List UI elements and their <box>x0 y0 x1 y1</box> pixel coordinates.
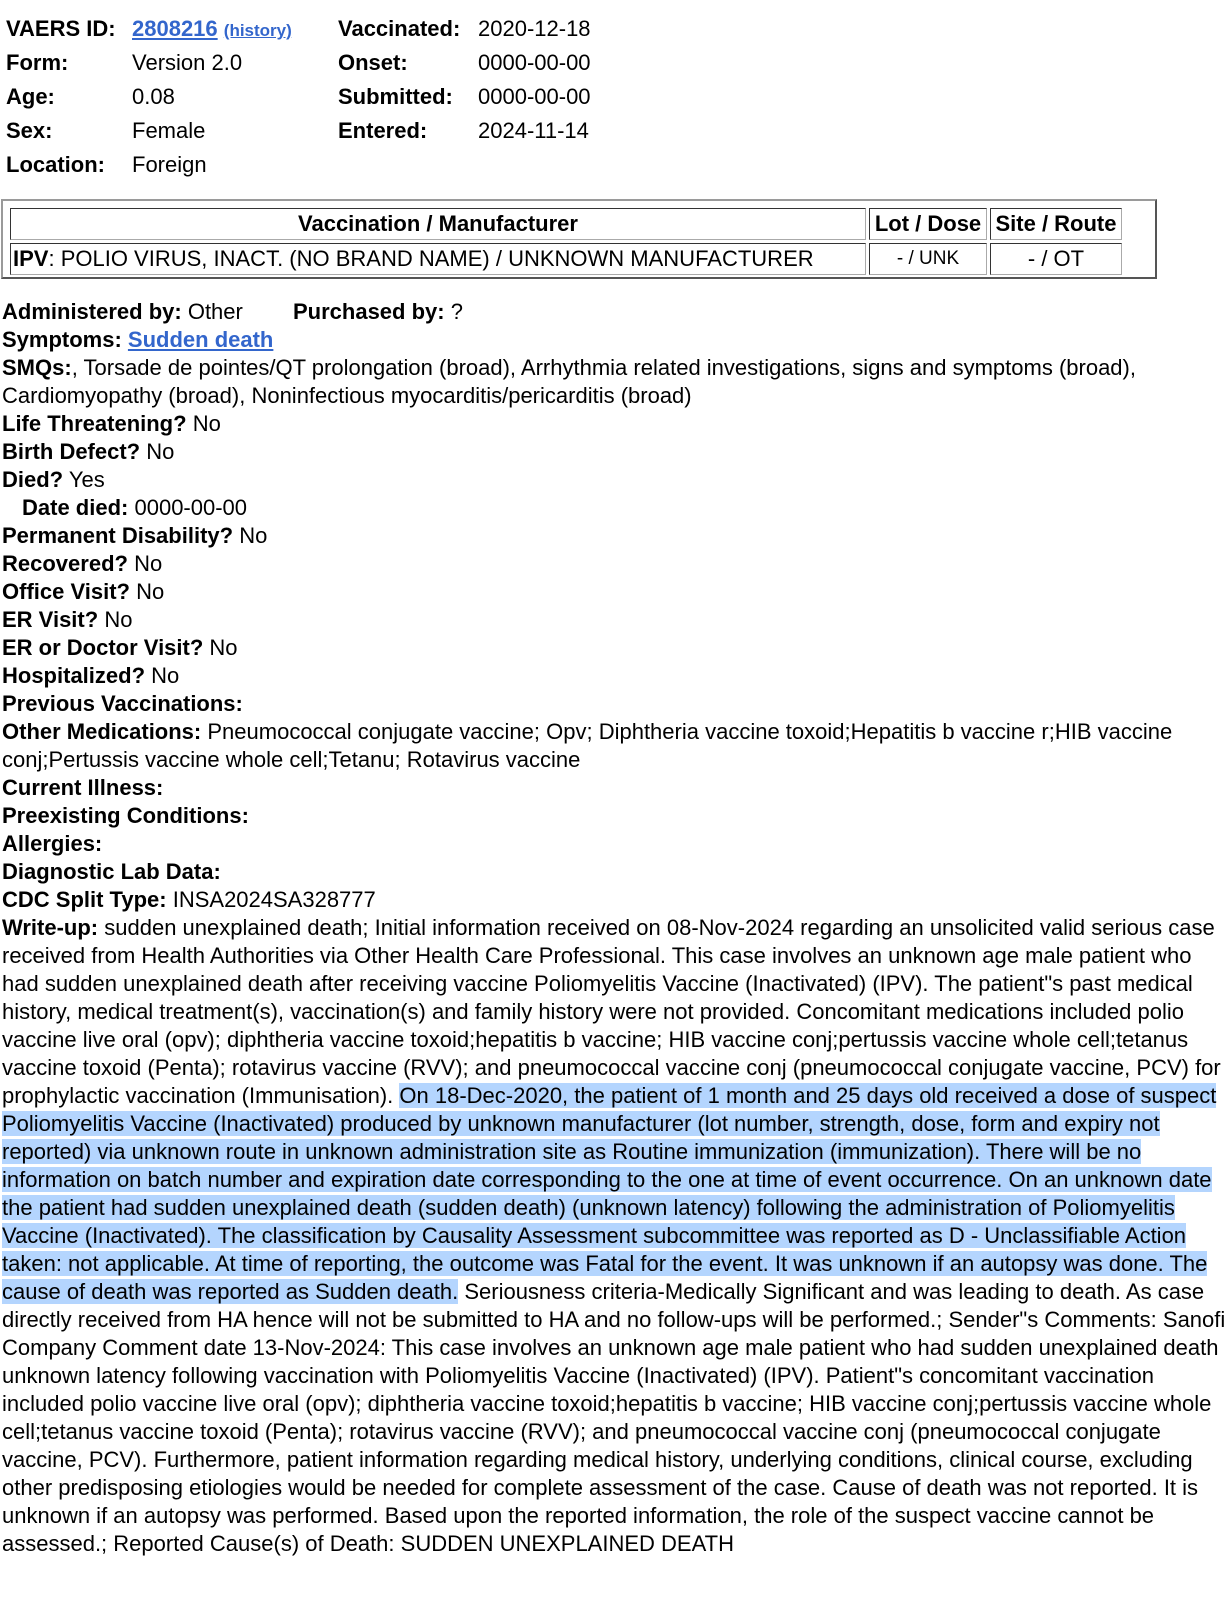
er-visit-line <box>2 606 1230 634</box>
office-visit-value: No <box>136 579 165 604</box>
er-doctor-label: ER or Doctor Visit? <box>2 635 204 660</box>
vaers-id-label: VAERS ID: <box>6 16 116 41</box>
onset-value: 0000-00-00 <box>478 50 591 75</box>
col-lot-header: Lot / Dose <box>869 208 987 240</box>
writeup-text-part2: Seriousness criteria-Medically Significant and was leading to death. As case directly received from HA hence will not be submitted to HA and no follow-ups will be performed.; Sender"s Comments: Sanofi Company Comment date 13-Nov-2024: This case involves an unknown age male patient who had sudden unexplained death unknown latency following vaccination with Poliomyelitis Vaccine (Inactivated) (IPV). Patient"s concomitant vaccination included polio vaccine live oral (opv); diphtheria vaccine toxoid;hepatitis b vaccine; HIB vaccine conj;pertussis vaccine whole cell;tetanus vaccine toxoid (Penta); rotavirus vaccine (RVV); and pneumococcal vaccine conj (pneumococcal conjugate vaccine, PCV). Furthermore, patient information regarding medical history, underlying conditions, clinical course, excluding other predisposing etiologies would be needed for complete assessment of the case. Cause of death was not reported. It is unknown if an autopsy was performed. Based upon the reported information, the role of the suspect vaccine cannot be assessed.; Reported Cause(s) of Death: SUDDEN UNEXPLAINED DEATH <box>2 1279 1226 1556</box>
writeup-paragraph <box>2 914 1230 1558</box>
birth-defect-label: Birth Defect? <box>2 439 141 464</box>
recovered-value: No <box>134 551 163 576</box>
vaccinated-label: Vaccinated: <box>338 16 461 41</box>
age-value: 0.08 <box>132 84 175 109</box>
other-medications-value: Pneumococcal conjugate vaccine; Opv; Diphtheria vaccine toxoid;Hepatitis b vaccine r;HIB vaccine conj;Pertussis vaccine whole cell;Tetanu; Rotavirus vaccine <box>2 719 1173 772</box>
sex-value: Female <box>132 118 206 143</box>
previous-vaccinations-label: Previous Vaccinations: <box>2 691 243 716</box>
er-visit-value: No <box>104 607 133 632</box>
report-details <box>2 298 1230 1558</box>
writeup-selected-text[interactable]: On 18-Dec-2020, the patient of 1 month and 25 days old received a dose of suspect Poliomyelitis Vaccine (Inactivated) produced by unknown manufacturer (lot number, strength, dose, form and expiry not reported) via unknown route in unknown administration site as Routine immunization (immunization). There will be no information on batch number and expiration date corresponding to the one at time of event occurrence. On an unknown date the patient had sudden unexplained death (sudden death) (unknown latency) following the administration of Poliomyelitis Vaccine (Inactivated). The classification by Causality Assessment subcommittee was reported as D - Unclassifiable Action taken: not applicable. At time of reporting, the outcome was Fatal for the event. It was unknown if an autopsy was done. The cause of death was reported as Sudden death. <box>2 1083 1217 1304</box>
sex-label: Sex: <box>6 118 53 143</box>
location-value: Foreign <box>132 152 207 177</box>
vaccine-table <box>7 205 1125 278</box>
recovered-line <box>2 550 1230 578</box>
vaccine-code: IPV <box>13 246 49 271</box>
allergies-line <box>2 830 1230 858</box>
purchased-value: ? <box>450 299 463 324</box>
permanent-disability-line <box>2 522 1230 550</box>
vaers-id-link[interactable]: 2808216 <box>132 16 218 41</box>
col-site-header: Site / Route <box>990 208 1122 240</box>
cdc-split-label: CDC Split Type: <box>2 887 167 912</box>
office-visit-label: Office Visit? <box>2 579 130 604</box>
smqs-line <box>2 354 1230 410</box>
entered-value: 2024-11-14 <box>478 118 589 143</box>
cdc-split-value: INSA2024SA328777 <box>172 887 376 912</box>
smqs-value: , Torsade de pointes/QT prolongation (broad), Arrhythmia related investigations, signs and symptoms (broad), Cardiomyopathy (broad), Noninfectious myocarditis/pericarditis (broad) <box>2 355 1136 408</box>
symptoms-label: Symptoms: <box>2 327 122 352</box>
submitted-label: Submitted: <box>338 84 453 109</box>
date-died-line <box>2 494 1230 522</box>
writeup-text-part1: sudden unexplained death; Initial information received on 08-Nov-2024 regarding an unsolicited valid serious case received from Health Authorities via Other Health Care Professional. This case involves an unknown age male patient who had sudden unexplained death after receiving vaccine Poliomyelitis Vaccine (Inactivated) (IPV). The patient"s past medical history, medical treatment(s), vaccination(s) and family history were not provided. Concomitant medications included polio vaccine live oral (opv); diphtheria vaccine toxoid;hepatitis b vaccine; HIB vaccine conj;pertussis vaccine whole cell;tetanus vaccine toxoid (Penta); rotavirus vaccine (RVV); and pneumococcal vaccine conj (pneumococcal conjugate vaccine, PCV) for prophylactic vaccination (Immunisation). <box>2 915 1221 1108</box>
vaccine-table-row <box>10 243 1122 275</box>
vaccine-name: : POLIO VIRUS, INACT. (NO BRAND NAME) / UNKNOWN MANUFACTURER <box>48 246 814 271</box>
life-threatening-label: Life Threatening? <box>2 411 187 436</box>
birth-defect-value: No <box>146 439 175 464</box>
onset-label: Onset: <box>338 50 408 75</box>
preexisting-label: Preexisting Conditions: <box>2 803 249 828</box>
other-medications-label: Other Medications: <box>2 719 202 744</box>
permanent-disability-label: Permanent Disability? <box>2 523 234 548</box>
previous-vaccinations-line <box>2 690 1230 718</box>
entered-label: Entered: <box>338 118 428 143</box>
current-illness-line <box>2 774 1230 802</box>
diagnostic-lab-line <box>2 858 1230 886</box>
date-died-value: 0000-00-00 <box>134 495 248 520</box>
location-label: Location: <box>6 152 105 177</box>
date-died-label: Date died: <box>22 495 129 520</box>
vaccine-table-frame <box>1 199 1157 279</box>
symptom-link-sudden-death[interactable]: Sudden death <box>127 327 274 352</box>
vaccinated-value: 2020-12-18 <box>478 16 591 41</box>
allergies-label: Allergies: <box>2 831 103 856</box>
current-illness-label: Current Illness: <box>2 775 164 800</box>
col-vaccination-header: Vaccination / Manufacturer <box>10 208 866 240</box>
life-threatening-line <box>2 410 1230 438</box>
lot-dose-cell: - / UNK <box>869 243 987 275</box>
office-visit-line <box>2 578 1230 606</box>
age-label: Age: <box>6 84 55 109</box>
purchased-label: Purchased by: <box>292 299 445 324</box>
birth-defect-line <box>2 438 1230 466</box>
diagnostic-lab-label: Diagnostic Lab Data: <box>2 859 221 884</box>
hospitalized-label: Hospitalized? <box>2 663 146 688</box>
recovered-label: Recovered? <box>2 551 128 576</box>
administered-label: Administered by: <box>2 299 182 324</box>
submitted-value: 0000-00-00 <box>478 84 591 109</box>
site-route-cell: - / OT <box>990 243 1122 275</box>
writeup-label: Write-up: <box>2 915 99 940</box>
symptoms-line <box>2 326 1230 354</box>
died-line <box>2 466 1230 494</box>
died-value: Yes <box>68 467 105 492</box>
er-doctor-line <box>2 634 1230 662</box>
er-visit-label: ER Visit? <box>2 607 99 632</box>
administered-line <box>2 298 1230 326</box>
hospitalized-value: No <box>151 663 180 688</box>
vaers-id-cell <box>132 12 338 46</box>
er-doctor-value: No <box>209 635 238 660</box>
permanent-disability-value: No <box>239 523 268 548</box>
vaccine-cell <box>10 243 866 275</box>
vaccine-table-header-row <box>10 208 1122 240</box>
cdc-split-line <box>2 886 1230 914</box>
form-label: Form: <box>6 50 69 75</box>
smqs-label: SMQs: <box>2 355 72 380</box>
life-threatening-value: No <box>192 411 221 436</box>
other-medications-line <box>2 718 1230 774</box>
hospitalized-line <box>2 662 1230 690</box>
history-link[interactable]: (history) <box>223 21 292 40</box>
administered-value: Other <box>187 299 243 324</box>
preexisting-line <box>2 802 1230 830</box>
report-header <box>6 12 591 182</box>
form-value: Version 2.0 <box>132 50 243 75</box>
died-label: Died? <box>2 467 64 492</box>
